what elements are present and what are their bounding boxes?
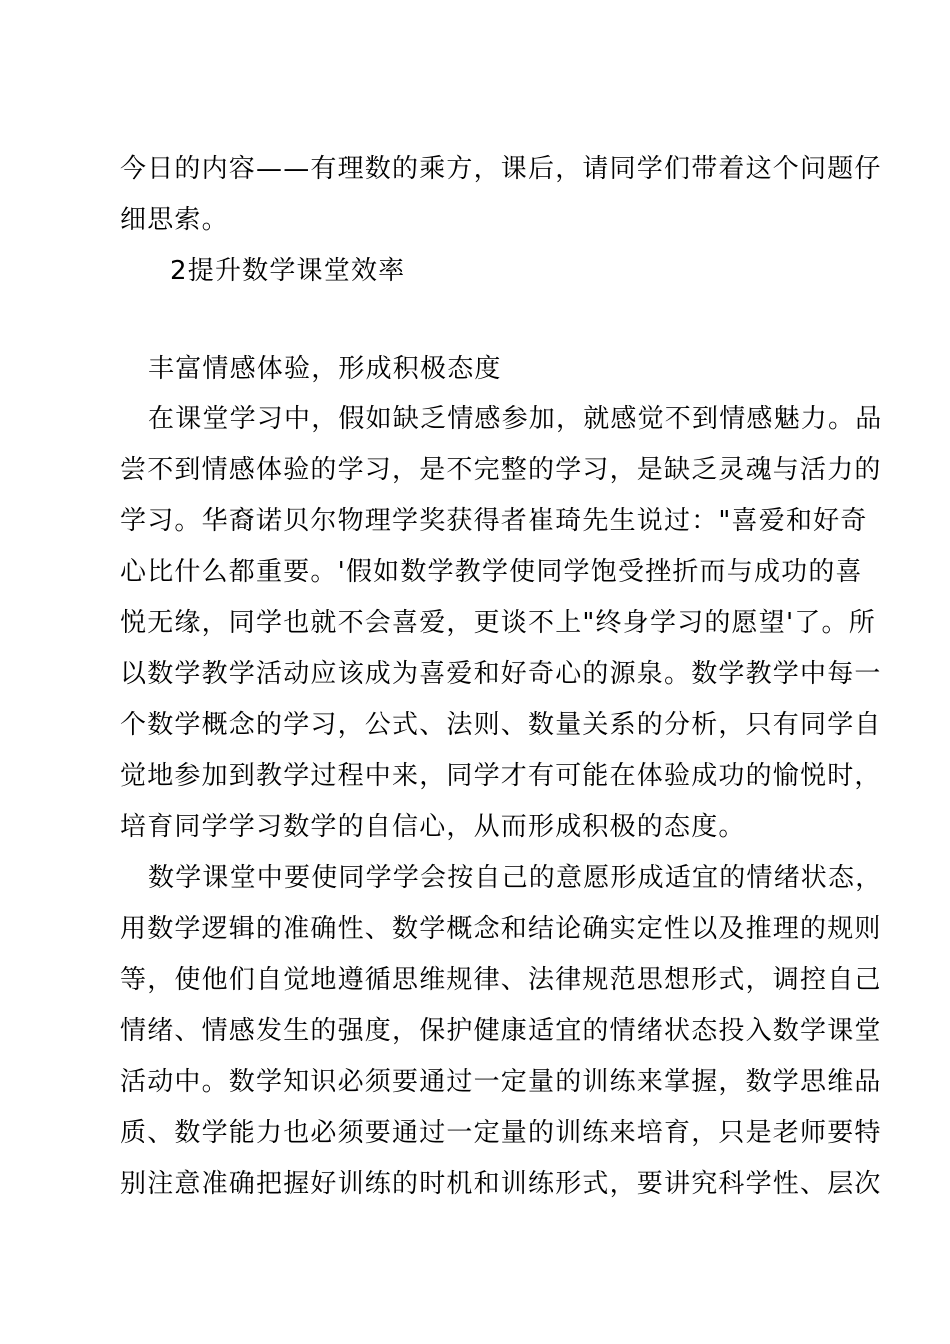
text-line: 以数学教学活动应该成为喜爱和好奇心的源泉。数学教学中每一 [120,659,882,689]
section-heading: 2提升数学课堂效率 [170,256,406,286]
text-line: 悦无缘，同学也就不会喜爱，更谈不上"终身学习的愿望'了。所 [120,608,876,638]
text-line: 尝不到情感体验的学习，是不完整的学习，是缺乏灵魂与活力的 [120,455,882,485]
text-line: 在课堂学习中，假如缺乏情感参加，就感觉不到情感魅力。品 [148,404,883,434]
text-line: 心比什么都重要。'假如数学教学使同学饱受挫折而与成功的喜 [120,557,863,587]
text-line: 觉地参加到教学过程中来，同学才有可能在体验成功的愉悦时， [120,761,882,791]
text-line: 活动中。数学知识必须要通过一定量的训练来掌握，数学思维品 [120,1067,882,1097]
text-line: 细思索。 [120,205,229,235]
text-line: 情绪、情感发生的强度，保护健康适宜的情绪状态投入数学课堂 [120,1016,882,1046]
text-line: 学习。华裔诺贝尔物理学奖获得者崔琦先生说过："喜爱和好奇 [120,506,868,536]
text-line: 数学课堂中要使同学学会按自己的意愿形成适宜的情绪状态， [148,863,883,893]
text-line: 质、数学能力也必须要通过一定量的训练来培育，只是老师要特 [120,1118,882,1148]
text-line: 别注意准确把握好训练的时机和训练形式，要讲究科学性、层次 [120,1169,882,1199]
subsection-heading: 丰富情感体验，形成积极态度 [148,354,502,384]
text-line: 个数学概念的学习，公式、法则、数量关系的分析，只有同学自 [120,710,882,740]
text-line: 用数学逻辑的准确性、数学概念和结论确实定性以及推理的规则 [120,914,882,944]
text-line: 今日的内容——有理数的乘方，课后，请同学们带着这个问题仔 [120,154,882,184]
text-line: 等，使他们自觉地遵循思维规律、法律规范思想形式，调控自己 [120,965,882,995]
text-line: 培育同学学习数学的自信心，从而形成积极的态度。 [120,812,746,842]
